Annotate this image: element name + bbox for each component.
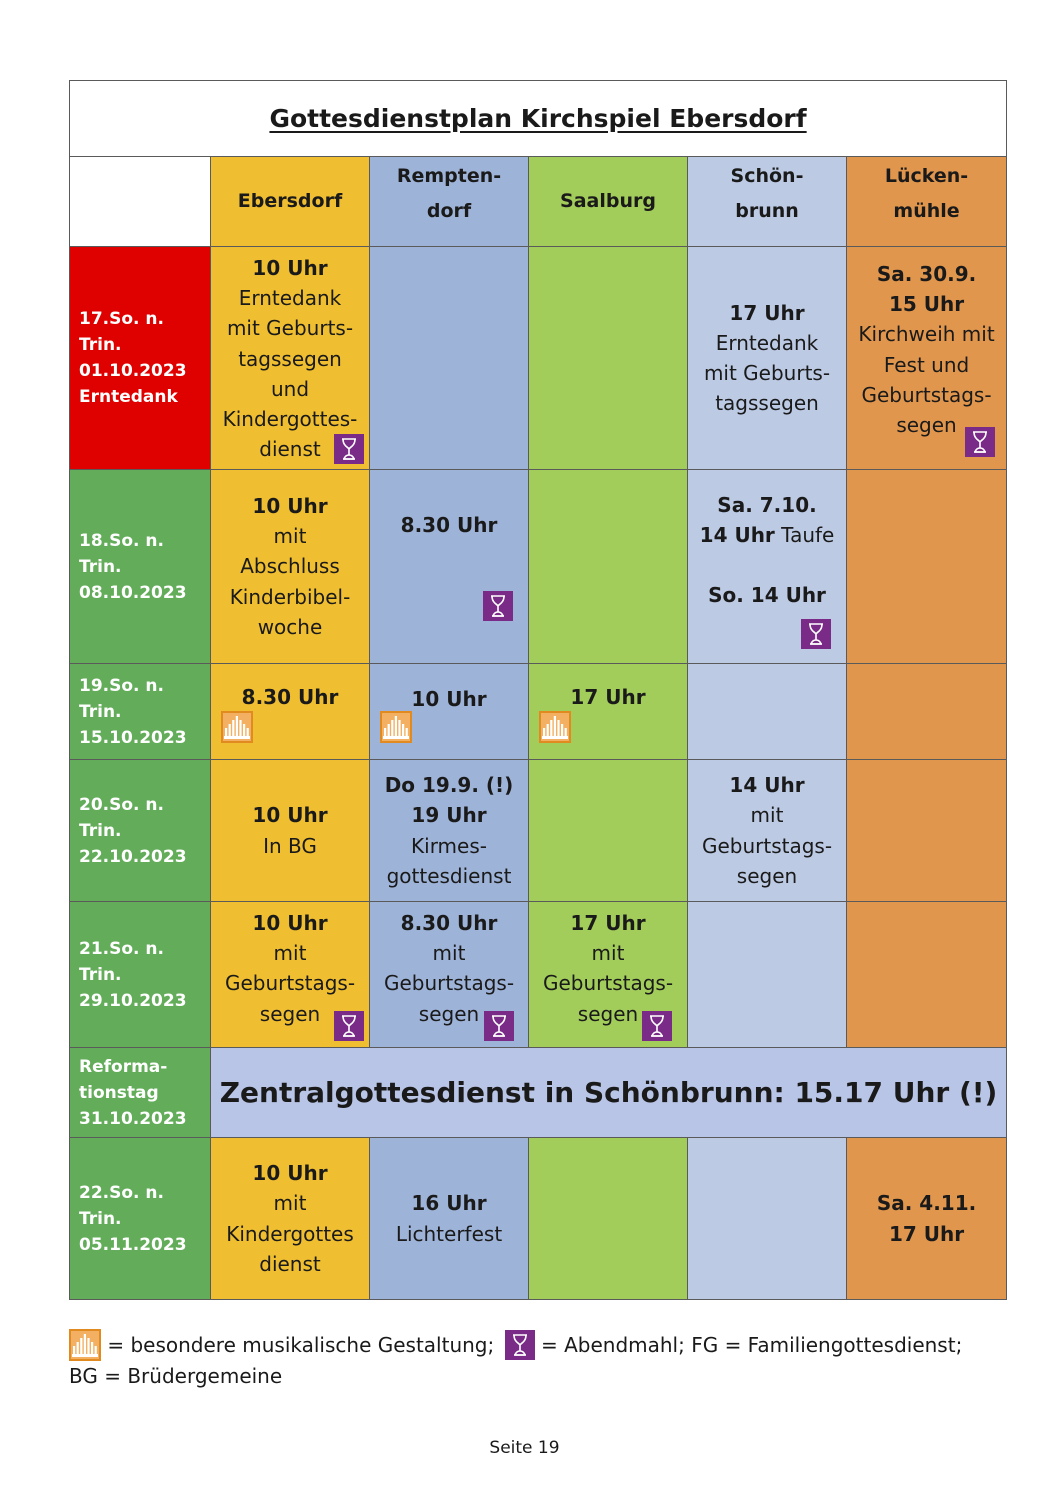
chalice-icon: [484, 1011, 514, 1041]
table-row: [70, 1138, 1007, 1300]
table-row: [70, 760, 1007, 902]
header-saalburg: [529, 157, 688, 247]
cell-ebersdorf: [211, 1138, 370, 1300]
chalice-icon: [505, 1330, 535, 1360]
row-label: [70, 902, 211, 1048]
cell-lueckenmuehle: [847, 1138, 1007, 1300]
cell-line: mit Geburts-: [226, 316, 354, 341]
cell-saalburg: [529, 760, 688, 902]
cell-remptendorf: [370, 1138, 529, 1300]
cell-line: mit: [273, 941, 307, 966]
header-ebersdorf: [211, 157, 370, 247]
chalice-icon: [334, 1011, 364, 1041]
organ-icon: [380, 711, 412, 743]
time-text: 14 Uhr: [699, 523, 775, 548]
row-label-line: 01.10.2023: [79, 361, 187, 381]
row-label-line: 19.So. n. Trin.: [79, 675, 164, 722]
row-label-line: 20.So. n. Trin.: [79, 794, 164, 841]
cell-line: Erntedank: [715, 330, 819, 355]
cell-ebersdorf: [211, 902, 370, 1048]
cell-line: [688, 520, 846, 550]
cell-saalburg: [529, 470, 688, 664]
row-label-line: 17.So. n. Trin.: [79, 309, 164, 355]
cell-ebersdorf: [211, 664, 370, 760]
cell-line: Geburtstags-: [701, 833, 833, 858]
cell-saalburg: [529, 902, 688, 1048]
cell-line: Kirchweih mit: [858, 322, 995, 347]
chalice-icon: [642, 1011, 672, 1041]
header-remptendorf-line1: Rempten-: [396, 165, 502, 187]
cell-line: und: [270, 376, 310, 401]
cell-line: Fest und: [883, 352, 970, 377]
row-label-line: tionstag: [79, 1082, 159, 1103]
table-row: [70, 470, 1007, 664]
cell-ebersdorf: [211, 760, 370, 902]
cell-line: 8.30 Uhr: [400, 911, 498, 935]
table-row: [70, 247, 1007, 470]
cell-line: Lichterfest: [395, 1221, 503, 1246]
cell-line: In BG: [263, 833, 317, 858]
row-label-line: 21.So. n. Trin.: [79, 938, 164, 985]
cell-remptendorf: [370, 760, 529, 902]
cell-line: 10 Uhr: [252, 256, 328, 280]
cell-line: 10 Uhr: [252, 803, 328, 828]
cell-ebersdorf: [211, 470, 370, 664]
cell-line: gottesdienst: [386, 863, 512, 888]
header-empty-cell: [70, 157, 211, 247]
page-number: Seite 19: [489, 1438, 560, 1458]
cell-lueckenmuehle: [847, 470, 1007, 664]
event-text: Taufe: [781, 523, 835, 548]
row-label-line: 08.10.2023: [79, 582, 187, 603]
cell-schoenbrunn: [688, 1138, 847, 1300]
cell-schoenbrunn: [688, 664, 847, 760]
header-remptendorf-line2: dorf: [426, 200, 472, 222]
header-remptendorf: [370, 157, 529, 247]
cell-line: Do 19.9. (!): [384, 773, 514, 798]
cell-line: dienst: [259, 437, 321, 462]
cell-line: So. 14 Uhr: [708, 583, 826, 608]
cell-line: dienst: [259, 1251, 321, 1276]
cell-line: 10 Uhr: [252, 1161, 328, 1186]
cell-line: 8.30 Uhr: [400, 513, 498, 537]
header-ebersdorf-label: Ebersdorf: [237, 190, 343, 212]
cell-line: segen: [259, 1001, 321, 1026]
table-row: [70, 1048, 1007, 1138]
organ-icon: [539, 711, 571, 743]
cell-lueckenmuehle: [847, 664, 1007, 760]
title-cell: [70, 81, 1007, 157]
cell-line: Geburtstags-: [861, 382, 992, 407]
central-service-text: Zentralgottesdienst in Schönbrunn: 15.17 Uhr (!): [219, 1076, 998, 1109]
header-lueckenmuehle: [847, 157, 1007, 247]
cell-line: 15 Uhr: [888, 292, 965, 317]
cell-saalburg: [529, 1138, 688, 1300]
chalice-icon: [965, 427, 995, 457]
cell-line: Sa. 30.9.: [876, 262, 977, 286]
row-label-line: 22.So. n. Trin.: [79, 1182, 164, 1229]
row-label-line: 05.11.2023: [79, 1234, 187, 1255]
cell-saalburg: [529, 247, 688, 470]
legend: [69, 1330, 1009, 1391]
cell-line: woche: [257, 614, 323, 639]
cell-line: mit: [591, 941, 625, 966]
table-row: [70, 664, 1007, 760]
cell-line: 17 Uhr: [570, 911, 646, 935]
cell-line: segen: [896, 413, 957, 438]
cell-line: 10 Uhr: [411, 687, 487, 711]
row-label: [70, 760, 211, 902]
header-schoenbrunn-line2: brunn: [735, 200, 799, 222]
chalice-icon: [801, 619, 831, 649]
cell-line: 17 Uhr: [570, 685, 646, 709]
cell-saalburg: [529, 664, 688, 760]
cell-line: 14 Uhr: [729, 773, 805, 798]
row-label-line: Reforma-: [79, 1056, 168, 1077]
cell-line: segen: [418, 1001, 480, 1026]
row-label-line: 18.So. n. Trin.: [79, 530, 164, 577]
cell-lueckenmuehle: [847, 902, 1007, 1048]
legend-communion-text: = Abendmahl; FG = Familiengottesdienst;: [540, 1333, 963, 1357]
cell-remptendorf: [370, 902, 529, 1048]
organ-icon: [221, 711, 253, 743]
cell-line: mit: [750, 803, 784, 828]
row-label: [70, 664, 211, 760]
header-lueckenmuehle-line1: Lücken-: [884, 165, 969, 187]
header-schoenbrunn-line1: Schön-: [730, 165, 804, 187]
table-row: [70, 902, 1007, 1048]
row-label-line: 29.10.2023: [79, 990, 187, 1011]
cell-line: mit Geburts-: [703, 361, 831, 385]
organ-icon: [69, 1329, 101, 1361]
cell-line: 17 Uhr: [729, 300, 805, 325]
row-label: [70, 1138, 211, 1300]
header-lueckenmuehle-line2: mühle: [893, 200, 960, 222]
cell-line: segen: [736, 863, 798, 888]
chalice-icon: [334, 434, 364, 464]
cell-line: Erntedank: [238, 286, 342, 311]
cell-line: Sa. 4.11.: [876, 1191, 977, 1216]
cell-lueckenmuehle: [847, 760, 1007, 902]
cell-line: Geburtstags-: [542, 971, 674, 996]
cell-line: 10 Uhr: [252, 911, 328, 935]
page-title: Gottesdienstplan Kirchspiel Ebersdorf: [269, 104, 807, 133]
cell-line: Geburtstags-: [224, 971, 356, 996]
cell-ebersdorf: [211, 247, 370, 470]
cell-line: Kindergottes-: [222, 407, 358, 432]
cell-schoenbrunn: [688, 760, 847, 902]
cell-line: mit: [432, 941, 466, 966]
cell-line: tagssegen: [238, 346, 342, 371]
row-label-line: Erntedank: [79, 387, 178, 407]
cell-line: segen: [577, 1001, 639, 1026]
row-label: [70, 470, 211, 664]
cell-line: Abschluss: [240, 554, 340, 579]
legend-music-text: = besondere musikalische Gestaltung;: [107, 1333, 495, 1357]
row-label: [70, 1048, 211, 1138]
central-service-cell: [211, 1048, 1007, 1138]
chalice-icon: [483, 591, 513, 621]
cell-remptendorf: [370, 247, 529, 470]
schedule-table: [69, 80, 1007, 1300]
cell-lueckenmuehle: [847, 247, 1007, 470]
row-label: [70, 247, 211, 470]
cell-schoenbrunn: [688, 247, 847, 470]
row-label-line: 15.10.2023: [79, 727, 187, 748]
cell-schoenbrunn: [688, 902, 847, 1048]
cell-line: 19 Uhr: [411, 803, 487, 828]
cell-line: mit: [273, 1191, 307, 1216]
header-schoenbrunn: [688, 157, 847, 247]
cell-line: Kinderbibel-: [229, 584, 351, 609]
row-label-line: 31.10.2023: [79, 1108, 187, 1129]
cell-line: Geburtstags-: [383, 971, 515, 996]
cell-line: mit: [273, 524, 307, 549]
cell-line: 16 Uhr: [411, 1191, 487, 1216]
cell-remptendorf: [370, 664, 529, 760]
cell-line: tagssegen: [715, 391, 819, 416]
cell-line: Sa. 7.10.: [717, 493, 817, 517]
row-label-line: 22.10.2023: [79, 846, 187, 867]
cell-line: 8.30 Uhr: [241, 685, 339, 709]
cell-line: Kirmes-: [411, 833, 487, 858]
cell-line: Kindergottes: [226, 1221, 354, 1246]
cell-remptendorf: [370, 470, 529, 664]
cell-line: 17 Uhr: [888, 1221, 965, 1246]
cell-line: 10 Uhr: [252, 493, 328, 518]
header-saalburg-label: Saalburg: [560, 190, 656, 212]
cell-schoenbrunn: [688, 470, 847, 664]
legend-bg-text: BG = Brüdergemeine: [69, 1363, 283, 1388]
